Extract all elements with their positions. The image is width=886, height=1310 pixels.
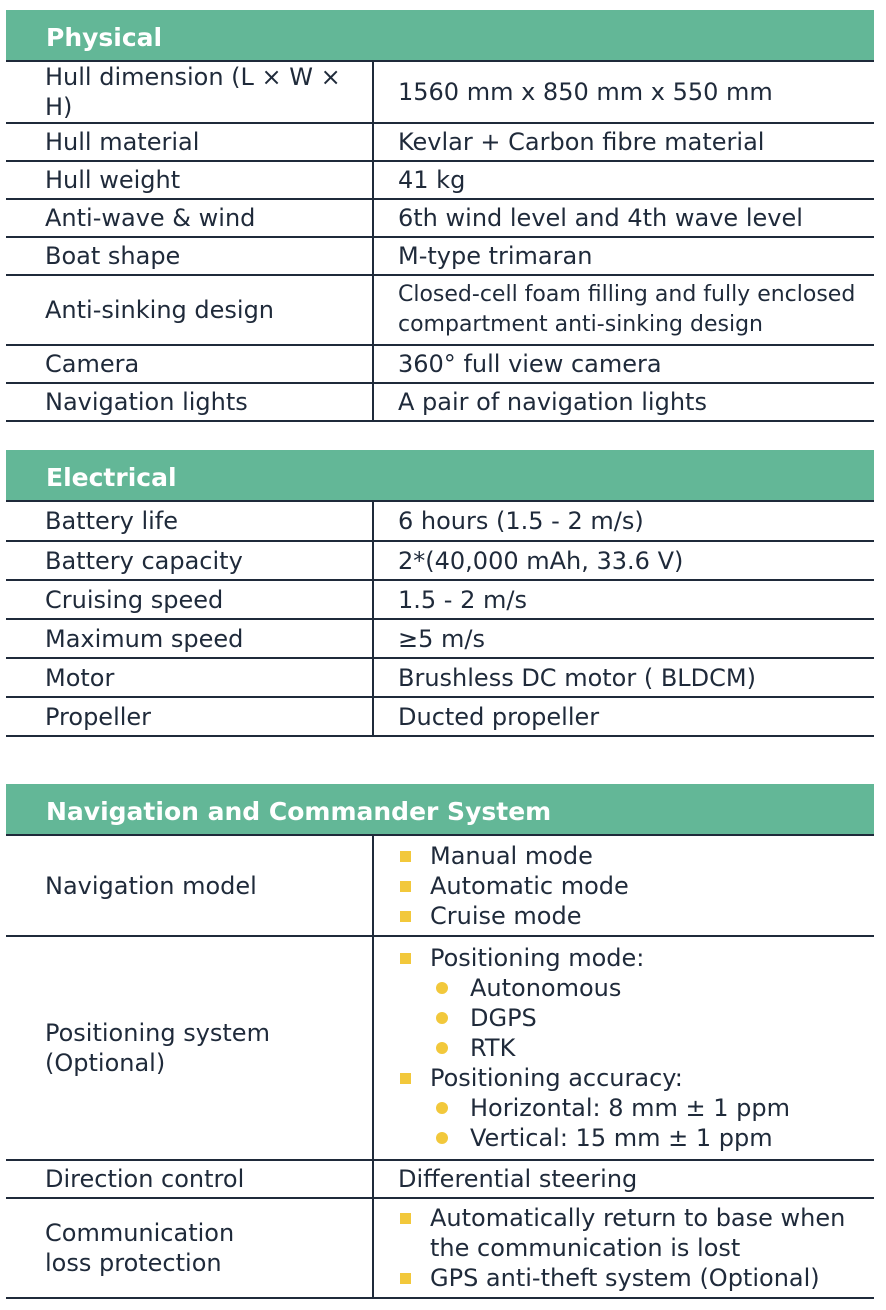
list-item-text: Positioning mode: — [430, 944, 645, 972]
list-item-text: RTK — [470, 1034, 516, 1062]
table-row — [6, 541, 874, 580]
spec-key: Positioning system (Optional) — [6, 936, 373, 1160]
physical-header: Physical — [6, 10, 874, 62]
spec-key: Propeller — [6, 697, 373, 736]
electrical-header: Electrical — [6, 450, 874, 502]
spec-key: Communication loss protection — [6, 1198, 373, 1298]
table-row — [6, 123, 874, 161]
spec-value: Closed-cell foam filling and fully enclosed compartment anti-sinking design — [373, 275, 874, 345]
list-item-text: Positioning accuracy: — [430, 1064, 683, 1092]
spec-key: Cruising speed — [6, 580, 373, 619]
list-item — [398, 841, 874, 871]
spec-value: A pair of navigation lights — [373, 383, 874, 421]
spec-key: Anti-sinking design — [6, 275, 373, 345]
spec-value: 6 hours (1.5 - 2 m/s) — [373, 502, 874, 541]
spec-key: Motor — [6, 658, 373, 697]
table-row — [6, 836, 874, 936]
spec-value: 1.5 - 2 m/s — [373, 580, 874, 619]
list-item — [398, 1203, 874, 1263]
spec-value: 360° full view camera — [373, 345, 874, 383]
list-item — [430, 1003, 874, 1033]
spec-value: Kevlar + Carbon fibre material — [373, 123, 874, 161]
list-item — [430, 973, 874, 1003]
list-item — [398, 871, 874, 901]
spec-value: ≥5 m/s — [373, 619, 874, 658]
list-item-text: Manual mode — [430, 841, 593, 870]
list-item-text: Horizontal: 8 mm ± 1 ppm — [470, 1094, 791, 1122]
positioning-mode-list — [430, 973, 874, 1063]
spec-key: Hull material — [6, 123, 373, 161]
spec-value: 2*(40,000 mAh, 33.6 V) — [373, 541, 874, 580]
navigation-table — [6, 836, 874, 1299]
square-bullet-icon — [400, 1213, 411, 1224]
spec-key: Battery capacity — [6, 541, 373, 580]
table-row — [6, 161, 874, 199]
spec-value: Differential steering — [373, 1160, 874, 1198]
spec-value — [373, 1198, 874, 1298]
spec-key: Hull dimension (L × W × H) — [6, 62, 373, 123]
electrical-section — [6, 450, 874, 737]
round-bullet-icon — [436, 1102, 448, 1114]
list-item — [398, 943, 874, 1063]
navigation-header: Navigation and Commander System — [6, 784, 874, 836]
table-row — [6, 237, 874, 275]
spec-value: 1560 mm x 850 mm x 550 mm — [373, 62, 874, 123]
electrical-table — [6, 502, 874, 737]
list-item — [398, 901, 874, 931]
list-item-text: Autonomous — [470, 974, 622, 1002]
table-row — [6, 936, 874, 1160]
table-row — [6, 1160, 874, 1198]
table-row — [6, 580, 874, 619]
spec-key: Navigation lights — [6, 383, 373, 421]
list-item-text: Automatically return to base when the communication is lost — [430, 1204, 846, 1262]
table-row — [6, 62, 874, 123]
square-bullet-icon — [400, 953, 411, 964]
list-item-text: Automatic mode — [430, 871, 629, 900]
list-item-text: DGPS — [470, 1004, 537, 1032]
square-bullet-icon — [400, 911, 411, 922]
list-item — [398, 1063, 874, 1153]
physical-table — [6, 62, 874, 422]
positioning-accuracy-list — [430, 1093, 874, 1153]
list-item — [430, 1033, 874, 1063]
round-bullet-icon — [436, 1042, 448, 1054]
table-row — [6, 619, 874, 658]
spec-value — [373, 836, 874, 936]
table-row — [6, 199, 874, 237]
spec-value: 41 kg — [373, 161, 874, 199]
table-row — [6, 697, 874, 736]
round-bullet-icon — [436, 1132, 448, 1144]
table-row — [6, 658, 874, 697]
table-row — [6, 502, 874, 541]
square-bullet-icon — [400, 851, 411, 862]
spec-value: M-type trimaran — [373, 237, 874, 275]
physical-section — [6, 10, 874, 422]
spec-key: Direction control — [6, 1160, 373, 1198]
spec-key: Anti-wave & wind — [6, 199, 373, 237]
spec-key: Camera — [6, 345, 373, 383]
spec-key: Battery life — [6, 502, 373, 541]
positioning-list — [398, 943, 874, 1153]
square-bullet-icon — [400, 1273, 411, 1284]
spec-value: Ducted propeller — [373, 697, 874, 736]
spec-value: 6th wind level and 4th wave level — [373, 199, 874, 237]
table-row — [6, 275, 874, 345]
table-row — [6, 383, 874, 421]
list-item-text: GPS anti-theft system (Optional) — [430, 1264, 820, 1292]
square-bullet-icon — [400, 1073, 411, 1084]
spec-value: Brushless DC motor ( BLDCM) — [373, 658, 874, 697]
square-bullet-icon — [400, 881, 411, 892]
spec-key: Hull weight — [6, 161, 373, 199]
navigation-section — [6, 784, 874, 1299]
table-row — [6, 345, 874, 383]
navigation-model-list — [398, 841, 874, 931]
spec-value — [373, 936, 874, 1160]
round-bullet-icon — [436, 1012, 448, 1024]
table-row — [6, 1198, 874, 1298]
spec-key: Boat shape — [6, 237, 373, 275]
spec-key: Maximum speed — [6, 619, 373, 658]
list-item — [430, 1093, 874, 1123]
spec-key: Navigation model — [6, 836, 373, 936]
list-item — [430, 1123, 874, 1153]
list-item-text: Vertical: 15 mm ± 1 ppm — [470, 1124, 773, 1152]
list-item-text: Cruise mode — [430, 901, 582, 930]
round-bullet-icon — [436, 982, 448, 994]
communication-loss-list — [398, 1203, 874, 1293]
list-item — [398, 1263, 874, 1293]
